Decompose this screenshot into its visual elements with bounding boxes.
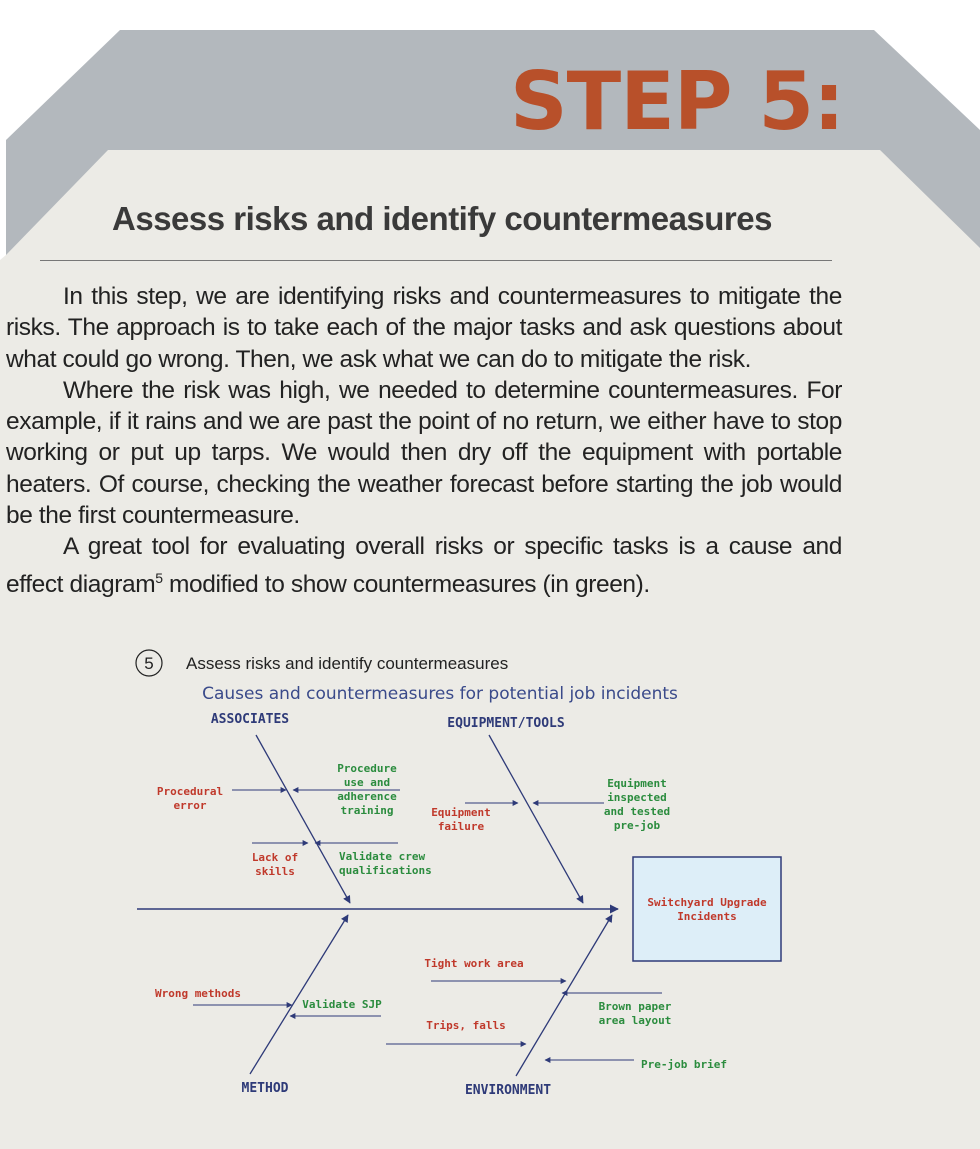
cm-procedure-3: adherence (337, 790, 397, 803)
step-title: STEP 5: (510, 55, 844, 148)
effect-line-1: Switchyard Upgrade (647, 896, 767, 909)
category-equipment: EQUIPMENT/TOOLS (447, 716, 565, 731)
body-text (6, 281, 842, 600)
cm-equipment-inspected-3: and tested (603, 805, 671, 818)
cm-validate-sjp: Validate SJP (302, 998, 382, 1011)
footnote-ref: 5 (155, 569, 163, 586)
cause-procedural-error-2: error (173, 799, 207, 812)
bone-environment (516, 915, 612, 1076)
cause-wrong-methods: Wrong methods (154, 987, 242, 1000)
paragraph-2: Where the risk was high, we needed to determine countermeasures. For example, if it rains and we are past the point of no return, we either have to stop working or put up tarps. We would then dry off the equipment with portable heaters. Of course, checking the weather forecast before starting the job would be the first countermeasure. (6, 376, 842, 530)
cm-equipment-inspected-1: Equipment (607, 777, 667, 790)
cm-procedure-1: Procedure (337, 762, 397, 775)
bone-method (250, 915, 348, 1074)
cm-equipment-inspected-2: inspected (607, 791, 667, 804)
effect-box (633, 857, 781, 961)
cause-equipment-failure-2: failure (437, 820, 485, 833)
cause-lack-of-skills-2: skills (255, 865, 295, 878)
paragraph-3-text: A great tool for evaluating overall risks or specific tasks is a cause and effect diagram (6, 533, 842, 598)
bone-equipment (489, 735, 583, 903)
cm-procedure-2: use and (343, 776, 391, 789)
cm-validate-crew-1: Validate crew (339, 850, 426, 863)
cause-lack-of-skills-1: Lack of (251, 851, 299, 864)
diagram-number: 5 (144, 654, 154, 673)
divider (40, 260, 832, 261)
section-subtitle: Assess risks and identify countermeasures (112, 200, 772, 237)
paragraph-3-text-end: modified to show countermeasures (in green). (162, 570, 650, 598)
cause-procedural-error-1: Procedural (156, 785, 224, 798)
diagram-subtitle: Causes and countermeasures for potential job incidents (202, 684, 678, 704)
category-associates: ASSOCIATES (210, 712, 290, 727)
cause-trips-falls: Trips, falls (426, 1019, 506, 1032)
effect-line-2: Incidents (677, 910, 737, 923)
diagram-header: Assess risks and identify countermeasures (186, 654, 509, 673)
cm-equipment-inspected-4: pre-job (613, 819, 661, 832)
category-method: METHOD (241, 1081, 289, 1096)
cm-procedure-4: training (340, 804, 394, 817)
cm-brown-paper-1: Brown paper (598, 1000, 672, 1013)
cm-brown-paper-2: area layout (598, 1014, 672, 1027)
fishbone-diagram (0, 640, 980, 1120)
cm-validate-crew-2: qualifications (339, 864, 432, 877)
paragraph-1: In this step, we are identifying risks and countermeasures to mitigate the risks. The approach is to take each of the major tasks and ask questions about what could go wrong. Then, we ask what we can do to mitigate the risk. (6, 283, 842, 373)
cause-equipment-failure-1: Equipment (431, 806, 491, 819)
category-environment: ENVIRONMENT (464, 1083, 552, 1098)
paragraph-3 (6, 531, 842, 600)
cm-pre-job-brief: Pre-job brief (640, 1058, 728, 1071)
cause-tight-work-area: Tight work area (424, 957, 524, 970)
